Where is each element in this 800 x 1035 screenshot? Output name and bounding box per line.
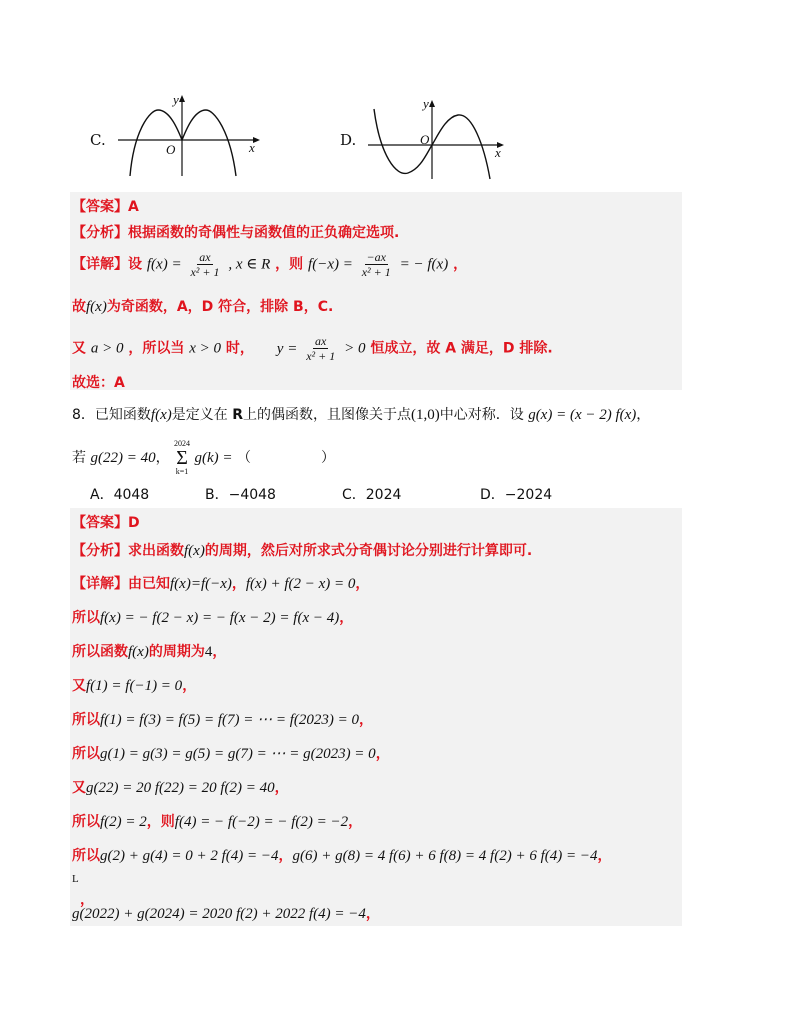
q8-text4: 中心对称．设	[439, 407, 524, 423]
q7-detail-then: ，则	[275, 256, 304, 273]
q8-question-line2	[72, 440, 335, 476]
q8-text1: 8．已知函数	[72, 407, 151, 423]
q8-l9-glyph: L	[72, 873, 79, 885]
q8-text3: 上的偶函数，且图像关于点	[242, 407, 411, 423]
q8-l2-comma: ，	[212, 644, 227, 660]
q8-l3-comma: ，	[182, 678, 197, 694]
q8-sum-top: 2024	[174, 439, 191, 448]
q8-question-line1	[72, 404, 650, 424]
q8-detail-m2: f(x) + f(2 − x) = 0	[245, 576, 356, 592]
graph-d-y-arrow	[429, 100, 435, 107]
q8-option-c[interactable]: C．2024	[342, 487, 402, 503]
q7-detail-label: 【详解】设	[72, 256, 142, 273]
q8-l1-pre: 所以	[72, 610, 100, 626]
q8-l5-pre: 所以	[72, 746, 100, 762]
graph-d-x-label: x	[495, 145, 501, 160]
q8-g-def: g(x) = (x − 2) f(x)	[528, 407, 637, 423]
q7-again-gt: > 0	[344, 340, 366, 357]
q8-fx: f(x)	[150, 407, 172, 423]
q8-option-d[interactable]: D．−2024	[480, 487, 553, 503]
q8-l5-math: g(1) = g(3) = g(5) = g(7) = ⋯ = g(2023) = 0	[100, 746, 376, 762]
q7-frac3-den: x² + 1	[306, 349, 336, 363]
q8-l6-comma: ，	[274, 780, 289, 796]
graph-c-label: C.	[90, 131, 106, 149]
q8-l6-math: g(22) = 20 f(22) = 20 f(2) = 40	[86, 780, 275, 796]
q7-frac3-num: ax	[315, 334, 327, 348]
q7-detail-frac	[188, 250, 221, 279]
q8-line3	[72, 675, 196, 695]
q8-paren: （ ）	[236, 450, 335, 466]
q8-answer: 【答案】D	[72, 515, 140, 531]
graph-d-y-label: y	[423, 96, 429, 111]
q8-comma: ，	[155, 450, 170, 466]
q8-line5	[72, 743, 390, 763]
graph-d	[360, 95, 520, 185]
q8-line2	[72, 641, 226, 661]
q8-l7-comma: ，	[348, 814, 363, 830]
q8-sum-sigma: Σ	[176, 447, 188, 469]
q8-text2: 是定义在	[171, 407, 228, 423]
q8-sum	[174, 440, 190, 476]
q7-again-text: 恒成立，故 A 满足，D 排除.	[370, 340, 553, 357]
q8-analysis	[72, 540, 532, 560]
q7-detail-comma: ，	[453, 256, 468, 273]
q7-choose: 故选：A	[72, 375, 125, 391]
q7-detail-f: f(x) =	[146, 256, 182, 273]
q8-line4	[72, 709, 373, 729]
q7-detail-domain: , x ∈ R	[228, 256, 271, 273]
q8-detail	[72, 573, 369, 593]
q8-line8	[72, 845, 611, 865]
q7-answer: 【答案】A	[72, 199, 139, 215]
q7-odd	[72, 296, 333, 316]
q8-l2-fx: f(x)	[128, 644, 149, 660]
q7-again-when: 时，	[225, 340, 254, 357]
q7-analysis: 【分析】根据函数的奇偶性与函数值的正负确定选项.	[72, 225, 400, 241]
q7-again-frac	[304, 334, 337, 363]
q8-l2-period: 4	[204, 644, 213, 660]
q8-detail-c2: ，	[355, 576, 370, 592]
q7-again-pre: 又	[72, 340, 86, 357]
q7-frac2-den: x² + 1	[361, 265, 391, 279]
q8-analysis-text: 的周期，然后对所求式分奇偶讨论分别进行计算即可.	[204, 543, 533, 559]
q8-if: 若	[72, 450, 86, 466]
q8-l6-pre: 又	[72, 780, 86, 796]
q8-l8-math1: g(2) + g(4) = 0 + 2 f(4) = −4	[100, 848, 279, 864]
q7-detail-fneg: f(−x) =	[308, 256, 353, 273]
q8-l1-comma: ，	[339, 610, 354, 626]
q8-line6	[72, 777, 289, 797]
q8-l7-math2: f(4) = − f(−2) = − f(2) = −2	[174, 814, 349, 830]
q8-l8-math2: g(6) + g(8) = 4 f(6) + 6 f(8) = 4 f(2) + 6 f(4) = −4	[292, 848, 598, 864]
q8-detail-m1: f(x)=f(−x)	[170, 576, 232, 592]
q8-option-b[interactable]: B．−4048	[205, 487, 276, 503]
graph-c-y-label: y	[173, 92, 179, 107]
q8-l8-comma1: ，	[278, 848, 293, 864]
q8-l10-comma: ，	[365, 906, 380, 922]
q7-odd-fx: f(x)	[86, 299, 107, 315]
q7-detail-eq: = − f(x)	[399, 256, 449, 273]
graph-c-curve	[130, 110, 236, 176]
q7-again-x: x > 0	[189, 340, 222, 357]
graph-c	[110, 90, 270, 180]
q7-again-y: y =	[276, 340, 298, 357]
q8-l10-math: g(2022) + g(2024) = 2020 f(2) + 2022 f(4) = −4	[72, 906, 366, 922]
q8-l2-text: 的周期为	[148, 644, 205, 660]
q7-odd-text: 为奇函数，A，D 符合，排除 B，C.	[106, 299, 334, 315]
q8-l2-pre: 所以函数	[72, 644, 128, 660]
q8-l7-then: ，则	[146, 814, 175, 830]
q8-line10	[72, 903, 380, 923]
graph-c-origin: O	[166, 142, 176, 157]
q8-l7-pre: 所以	[72, 814, 100, 830]
q7-detail-frac2	[360, 250, 393, 279]
q8-l4-pre: 所以	[72, 712, 100, 728]
q8-analysis-fx: f(x)	[184, 543, 205, 559]
q7-detail	[72, 250, 467, 279]
q8-l3-pre: 又	[72, 678, 86, 694]
graph-d-label: D.	[340, 131, 357, 149]
q8-option-a[interactable]: A．4048	[90, 487, 150, 503]
q8-l4-math: f(1) = f(3) = f(5) = f(7) = ⋯ = f(2023) = 0	[100, 712, 360, 728]
q8-point: (1,0)	[410, 407, 440, 423]
q8-R: R	[232, 407, 243, 423]
q8-l4-comma: ，	[359, 712, 374, 728]
q8-l5-comma: ，	[375, 746, 390, 762]
q8-l8-comma2: ，	[597, 848, 612, 864]
q8-gk: g(k) =	[194, 450, 233, 466]
q8-sum-bot: k=1	[175, 467, 189, 476]
q7-frac-den: x² + 1	[190, 265, 220, 279]
q7-again-mid: ，所以当	[128, 340, 185, 357]
q7-again	[72, 334, 553, 363]
graph-d-origin: O	[420, 132, 430, 147]
q7-odd-pre: 故	[72, 299, 86, 315]
q7-frac2-num: −ax	[366, 250, 386, 264]
q8-line1	[72, 607, 353, 627]
q8-analysis-pre: 【分析】求出函数	[72, 543, 184, 559]
graph-c-y-arrow	[179, 95, 185, 102]
q7-again-a: a > 0	[90, 340, 124, 357]
q8-l7-math1: f(2) = 2	[100, 814, 147, 830]
q8-text5: ，	[636, 407, 651, 423]
q8-line7	[72, 811, 362, 831]
q8-g22: g(22) = 40	[90, 450, 156, 466]
q8-detail-c1: ，	[231, 576, 246, 592]
graph-c-x-label: x	[249, 140, 255, 155]
q8-l3-math: f(1) = f(−1) = 0	[86, 678, 183, 694]
q8-l9-comma: ，	[80, 892, 94, 908]
q8-l8-pre: 所以	[72, 848, 100, 864]
q8-l1-math: f(x) = − f(2 − x) = − f(x − 2) = f(x − 4)	[100, 610, 340, 626]
q7-frac-num: ax	[199, 250, 211, 264]
q8-detail-pre: 【详解】由已知	[72, 576, 170, 592]
